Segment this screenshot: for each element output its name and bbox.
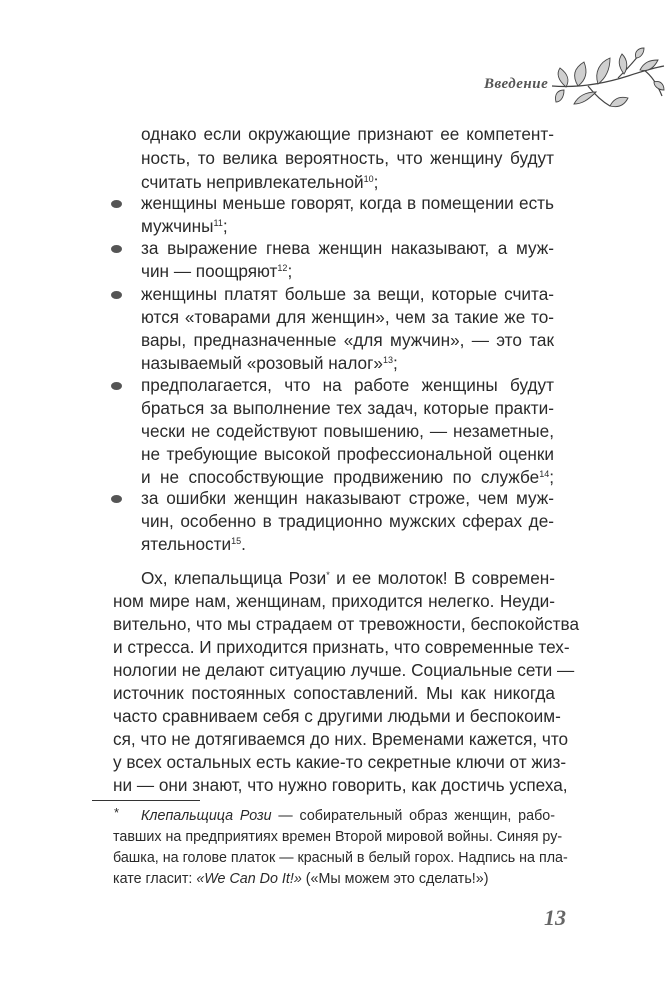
list-line: браться за выполнение тех задач, которые практи- <box>141 398 554 418</box>
bullet-icon <box>111 245 122 253</box>
footnote-mark: * <box>114 805 120 820</box>
list-line: ются «товарами для женщин», чем за такие же то- <box>141 307 554 327</box>
bullet-icon <box>111 382 122 390</box>
paragraph-line: ся, что не дотягиваемся до них. Временами кажется, что <box>113 729 569 749</box>
list-line: ятельности$^{15}$. <box>141 534 246 554</box>
footnote-line: башка, на голове платок — красный в белый горох. Надпись на пла- <box>113 850 568 866</box>
page-number: 13 <box>544 905 566 930</box>
list-line: вары, предназначенные «для мужчин», — это так <box>141 330 554 350</box>
list-line: женщины меньше говорят, когда в помещении есть <box>141 193 554 213</box>
list-line: предполагается, что на работе женщины будут <box>141 375 554 395</box>
paragraph-line: ни — они знают, что нужно говорить, как достичь успеха, <box>113 775 568 795</box>
list-line: чин, особенно в традиционно мужских сферах де- <box>141 511 554 531</box>
tree-branch-icon <box>548 46 665 116</box>
paragraph-line: и стресса. И приходится признать, что современные тех- <box>113 637 570 657</box>
list-line: чески не содействуют повышению, — незаметные, <box>141 421 554 441</box>
slogan: «We Can Do It!» <box>196 871 302 887</box>
list-line: за выражение гнева женщин наказывают, а муж- <box>141 238 554 258</box>
footnote-line: кате гласит: «We Can Do It!» («Мы можем это сделать!») <box>113 871 489 887</box>
list-line: считать непривлекательной$^{10}$; <box>141 172 379 192</box>
list-line: за ошибки женщин наказывают строже, чем муж- <box>141 488 554 508</box>
paragraph-line: у всех остальных есть какие-то секретные ключи от жиз- <box>113 752 567 772</box>
footnote-line: тавших на предприятиях времен Второй мировой войны. Синяя ру- <box>113 829 563 845</box>
list-line: и не способствующие продвижению по службе$^{14}$; <box>141 467 554 487</box>
section-title: Введение <box>484 76 549 92</box>
footnote-line: Клепальщица Рози — собирательный образ женщин, рабо- <box>141 808 555 824</box>
paragraph-line: Ох, клепальщица Рози* и ее молоток! В современ- <box>141 568 555 588</box>
paragraph-line: вительно, что мы страдаем от тревожности, беспокойства <box>113 614 580 634</box>
bullet-icon <box>111 200 122 208</box>
paragraph-line: часто сравниваем себя с другими людьми и беспокоим- <box>113 706 561 726</box>
list-line: не требующие высокой профессиональной оценки <box>141 444 554 464</box>
paragraph-line: источник постоянных сопоставлений. Мы как никогда <box>113 683 555 703</box>
footnote-term: Клепальщица Рози <box>141 808 272 824</box>
footnote-divider <box>92 800 200 801</box>
list-line: однако если окружающие признают ее компетент- <box>141 124 554 144</box>
bullet-icon <box>111 291 122 299</box>
list-line: ность, то велика вероятность, что женщину будут <box>141 148 554 168</box>
bullet-icon <box>111 495 122 503</box>
list-line: женщины платят больше за вещи, которые счита- <box>141 284 554 304</box>
paragraph-line: ном мире нам, женщинам, приходится нелегко. Неуди- <box>113 591 555 611</box>
list-line: называемый «розовый налог»$^{13}$; <box>141 353 398 373</box>
paragraph-line: нологии не делают ситуацию лучше. Социальные сети — <box>113 660 575 680</box>
list-line: чин — поощряют$^{12}$; <box>141 261 293 281</box>
list-line: мужчины$^{11}$; <box>141 216 228 236</box>
